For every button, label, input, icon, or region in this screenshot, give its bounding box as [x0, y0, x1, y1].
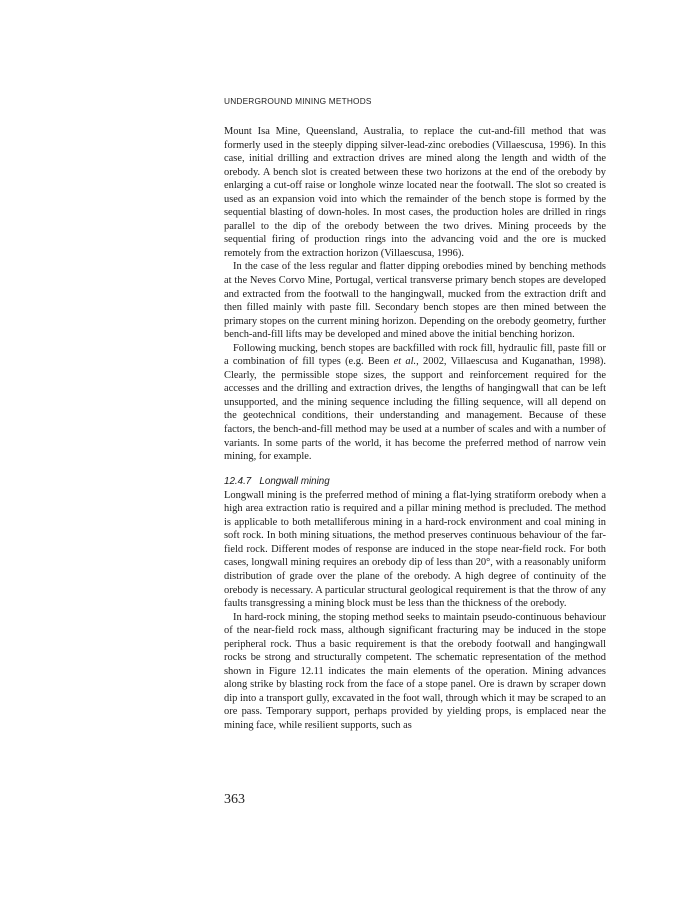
- body-text: [224, 125, 606, 733]
- paragraph-3-end: , 2002, Villaescusa and Kuganathan, 1998). Clearly, the permissible stope sizes, the support and reinforcement required for the accesses and the drilling and extraction drives, the lengths of hangingwall that can be left unsupported, and the mining sequence including the filling sequence, will all depend on the geotechnical conditions, their understanding and management. Because of these factors, the bench-and-fill method may be used at a number of scales and with a number of variants. In some parts of the world, it has become the preferred method of narrow vein mining, for example.: [224, 356, 606, 463]
- section-number: 12.4.7: [224, 475, 252, 487]
- section-heading: [224, 475, 606, 488]
- et-al-italic: et al.: [393, 356, 417, 368]
- paragraph-4: Longwall mining is the preferred method of mining a flat-lying stratiform orebody when a high area extraction ratio is required and a pillar mining method is precluded. The method is applicable to both metalliferous mining in a hard-rock environment and coal mining in soft rock. In both mining situations, the method preserves continuous behaviour of the far-field rock. Different modes of response are induced in the stope near-field rock. For both cases, longwall mining requires an orebody dip of less than 20°, with a reasonably uniform distribution of grade over the plane of the orebody. A high degree of continuity of the orebody is necessary. A particular structural geological requirement is that the throw of any faults transgressing a mining block must be less than the thickness of the orebody.: [224, 489, 606, 610]
- paragraph-5: In hard-rock mining, the stoping method seeks to maintain pseudo-continuous behaviour of the near-field rock mass, although significant fracturing may be induced in the stope peripheral rock. Thus a basic requirement is that the orebody footwall and hangingwall rocks be strong and structurally competent. The schematic representation of the method shown in Figure 12.11 indicates the main elements of the operation. Mining advances along strike by blasting rock from the face of a stope panel. Ore is drawn by scraper down dip into a transport gully, excavated in the foot wall, through which it may be scraped to an ore pass. Temporary support, perhaps provided by yielding props, is emplaced near the mining face, while resilient supports, such as: [224, 611, 606, 731]
- paragraph-3: [224, 342, 606, 464]
- paragraph-1: Mount Isa Mine, Queensland, Australia, to replace the cut-and-fill method that was formerly used in the steeply dipping silver-lead-zinc orebodies (Villaescusa, 1996). In this case, initial drilling and extraction drives are mined along the length and width of the orebody. A bench slot is created between these two horizons at the end of the orebody by enlarging a cut-off raise or longhole winze located near the footwall. The slot so created is used as an expansion void into which the remainder of the bench stope is formed by the sequential blasting of down-holes. In most cases, the production holes are drilled in rings parallel to the dip of the orebody between the two drives. Mining proceeds by the sequential firing of production rings into the advancing void and the ore is mucked remotely from the extraction horizon (Villaescusa, 1996).: [224, 126, 606, 259]
- paragraph-2: In the case of the less regular and flatter dipping orebodies mined by benching methods at the Neves Corvo Mine, Portugal, vertical transverse primary bench stopes are developed and extracted from the footwall to the hangingwall, mucked from the extraction drift and then filled mainly with paste fill. Secondary bench stopes are then mined between the primary stopes on the current mining horizon. Depending on the orebody geometry, further bench-and-fill lifts may be developed and mined above the initial benching horizon.: [224, 261, 606, 341]
- section-title: Longwall mining: [259, 475, 330, 487]
- page-number: 363: [224, 792, 245, 807]
- running-header: UNDERGROUND MINING METHODS: [224, 96, 372, 106]
- paragraph-3-start: Following mucking, bench stopes are backfilled with rock fill, hydraulic fill, paste fill or a combination of fill types (e.g. Been: [224, 342, 606, 368]
